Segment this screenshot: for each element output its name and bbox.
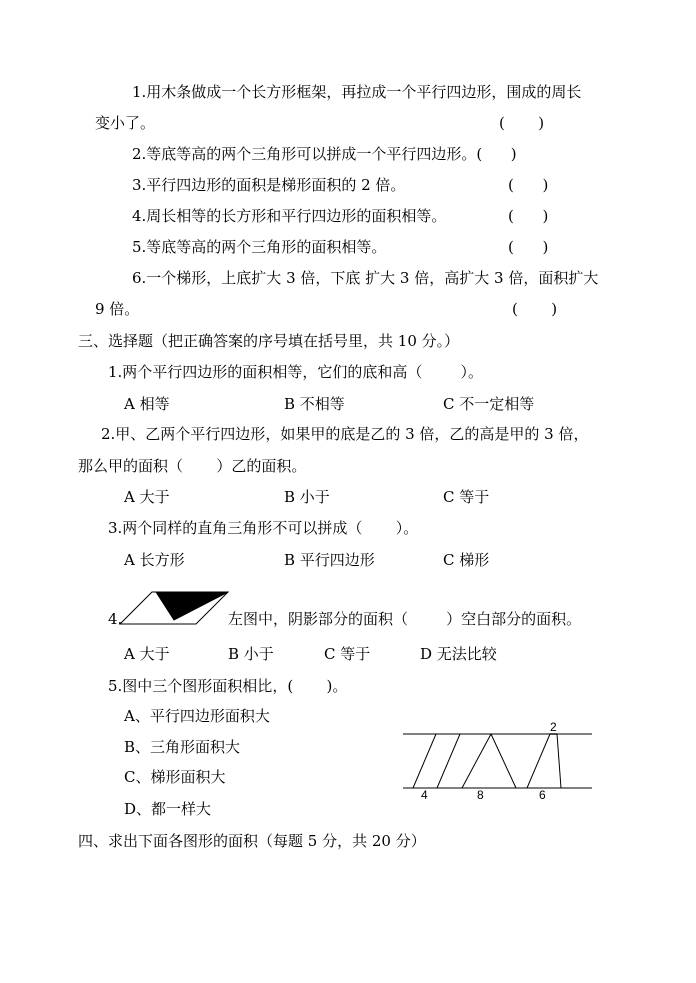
judge-q6-line2: 9 倍。 [95, 300, 140, 318]
judge-q6-answer-bracket[interactable]: ( ) [512, 300, 558, 318]
shaded-parallelogram-figure [120, 590, 230, 626]
judge-q1-answer-bracket[interactable]: ( ) [499, 114, 545, 132]
judge-q3-answer-bracket[interactable]: ( ) [508, 176, 549, 194]
judge-q5-answer-bracket[interactable]: ( ) [508, 238, 549, 256]
choice-q4-option-a[interactable]: A 大于 [124, 645, 170, 663]
choice-q2-line2: 那么甲的面积（ ）乙的面积。 [78, 457, 307, 475]
parallelogram-left-side [413, 734, 436, 788]
choice-q2-option-b[interactable]: B 小于 [284, 488, 330, 506]
figure-label-triangle-base: 8 [477, 788, 484, 802]
choice-q2-option-a[interactable]: A 大于 [124, 488, 170, 506]
choice-q3-option-b[interactable]: B 平行四边形 [284, 551, 375, 569]
area-section-heading: 四、求出下面各图形的面积（每题 5 分，共 20 分） [78, 832, 426, 850]
choice-q1: 1.两个平行四边形的面积相等，它们的底和高（ ）。 [108, 363, 483, 381]
choice-q1-option-a[interactable]: A 相等 [124, 395, 170, 413]
judge-q4-answer-bracket[interactable]: ( ) [508, 207, 549, 225]
three-shapes-figure [400, 722, 595, 802]
judge-q1-line1: 1.用木条做成一个长方形框架，再拉成一个平行四边形，围成的周长 [132, 83, 582, 101]
triangle-right-side [491, 734, 516, 788]
figure-label-top-base: 2 [550, 720, 557, 734]
judge-q3: 3.平行四边形的面积是梯形面积的 2 倍。 [132, 176, 406, 194]
choice-q5-option-a[interactable]: A、平行四边形面积大 [124, 707, 270, 725]
judge-q6-line1: 6.一个梯形，上底扩大 3 倍，下底 扩大 3 倍，高扩大 3 倍，面积扩大 [132, 269, 599, 287]
choice-q3: 3.两个同样的直角三角形不可以拼成（ ）。 [108, 519, 419, 537]
trapezoid-right-side [557, 734, 561, 788]
choice-q4-number: 4. [108, 610, 123, 628]
choice-q5-option-c[interactable]: C、梯形面积大 [124, 768, 226, 786]
judge-q2: 2.等底等高的两个三角形可以拼成一个平行四边形。( ) [132, 145, 517, 163]
choice-q1-option-c[interactable]: C 不一定相等 [443, 395, 535, 413]
choice-q3-option-a[interactable]: A 长方形 [124, 551, 185, 569]
choice-q2-line1: 2.甲、乙两个平行四边形，如果甲的底是乙的 3 倍，乙的高是甲的 3 倍， [101, 425, 589, 443]
choice-section-heading: 三、选择题（把正确答案的序号填在括号里，共 10 分。） [78, 332, 460, 350]
choice-q5-option-d[interactable]: D、都一样大 [124, 800, 212, 818]
judge-q5: 5.等底等高的两个三角形的面积相等。 [132, 238, 387, 256]
choice-q1-option-b[interactable]: B 不相等 [284, 395, 345, 413]
choice-q4-option-d[interactable]: D 无法比较 [420, 645, 497, 663]
choice-q4-option-b[interactable]: B 小于 [228, 645, 274, 663]
figure-label-trapezoid-base: 6 [539, 788, 546, 802]
choice-q4-option-c[interactable]: C 等于 [324, 645, 371, 663]
choice-q3-option-c[interactable]: C 梯形 [443, 551, 490, 569]
judge-q4: 4.周长相等的长方形和平行四边形的面积相等。 [132, 207, 447, 225]
triangle-left-side [462, 734, 491, 788]
parallelogram-right-side [437, 734, 460, 788]
shaded-triangle [156, 592, 228, 620]
choice-q4-text: 左图中，阴影部分的面积（ ）空白部分的面积。 [228, 610, 582, 628]
choice-q5-option-b[interactable]: B、三角形面积大 [124, 738, 241, 756]
judge-q1-line2: 变小了。 [95, 114, 156, 132]
figure-label-parallelogram-base: 4 [421, 788, 428, 802]
choice-q2-option-c[interactable]: C 等于 [443, 488, 490, 506]
choice-q5: 5.图中三个图形面积相比，( )。 [108, 677, 348, 695]
trapezoid-left-side [527, 734, 550, 788]
